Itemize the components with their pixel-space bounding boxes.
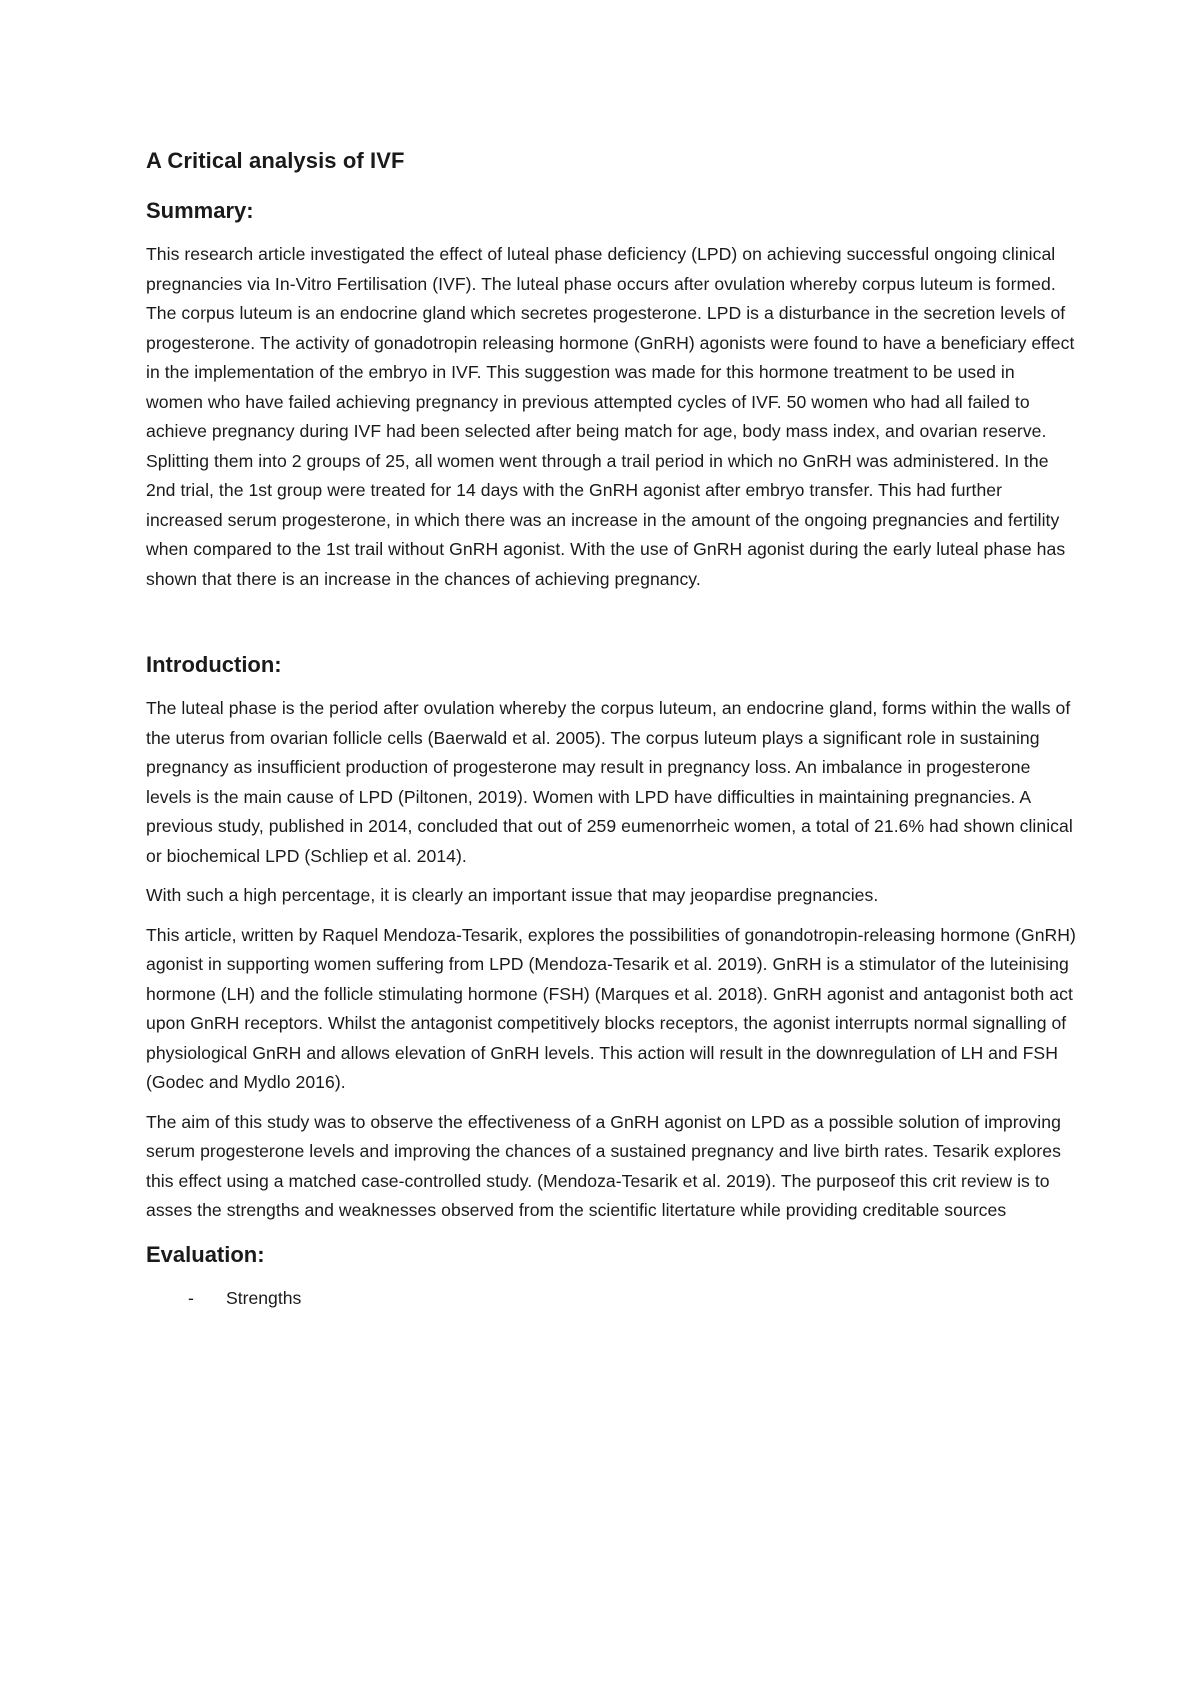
evaluation-heading: Evaluation:	[146, 1241, 265, 1267]
introduction-paragraph-2: With such a high percentage, it is clearly an important issue that may jeopardise pregnancies.	[146, 885, 879, 905]
dash-bullet: -	[188, 1287, 194, 1308]
evaluation-list	[146, 1284, 1076, 1314]
introduction-paragraph-4: The aim of this study was to observe the effectiveness of a GnRH agonist on LPD as a possible solution of improving serum progesterone levels and improving the chances of a sustained pregnancy and live birth rates. Tesarik explores this effect using a matched case-controlled study. (Mendoza-Tesarik et al. 2019). The purposeof this crit review is to asses the strengths and weaknesses observed from the scientific litertature while providing creditable sources	[146, 1111, 1061, 1220]
evaluation-section	[146, 1242, 1076, 1314]
summary-paragraph: This research article investigated the effect of luteal phase deficiency (LPD) on achieving successful ongoing clinical pregnancies via In-Vitro Fertilisation (IVF). The luteal phase occurs after ovulation whereby corpus luteum is formed. The corpus luteum is an endocrine gland which secretes progesterone. LPD is a disturbance in the secretion levels of progesterone. The activity of gonadotropin releasing hormone (GnRH) agonists were found to have a beneficiary effect in the implementation of the embryo in IVF. This suggestion was made for this hormone treatment to be used in women who have failed achieving pregnancy in previous attempted cycles of IVF. 50 women who had all failed to achieve pregnancy during IVF had been selected after being match for age, body mass index, and ovarian reserve. Splitting them into 2 groups of 25, all women went through a trail period in which no GnRH was administered. In the 2nd trial, the 1st group were treated for 14 days with the GnRH agonist after embryo transfer. This had further increased serum progesterone, in which there was an increase in the amount of the ongoing pregnancies and fertility when compared to the 1st trail without GnRH agonist. With the use of GnRH agonist during the early luteal phase has shown that there is an increase in the chances of achieving pregnancy.	[146, 244, 1075, 589]
summary-section	[146, 198, 1076, 594]
list-item	[146, 1284, 1076, 1314]
introduction-section	[146, 652, 1076, 1226]
section-spacer	[146, 604, 1076, 652]
document-title: A Critical analysis of IVF	[146, 148, 405, 173]
introduction-paragraph-1: The luteal phase is the period after ovulation whereby the corpus luteum, an endocrine gland, forms within the walls of the uterus from ovarian follicle cells (Baerwald et al. 2005). The corpus luteum plays a significant role in sustaining pregnancy as insufficient production of progesterone may result in pregnancy loss. An imbalance in progesterone levels is the main cause of LPD (Piltonen, 2019). Women with LPD have difficulties in maintaining pregnancies. A previous study, published in 2014, concluded that out of 259 eumenorrheic women, a total of 21.6% had shown clinical or biochemical LPD (Schliep et al. 2014).	[146, 698, 1073, 866]
summary-heading: Summary:	[146, 198, 254, 223]
list-item-text: Strengths	[226, 1287, 302, 1308]
introduction-heading: Introduction:	[146, 652, 282, 677]
document-body	[146, 148, 1076, 1313]
introduction-paragraph-3: This article, written by Raquel Mendoza-Tesarik, explores the possibilities of gonandotropin-releasing hormone (GnRH) agonist in supporting women suffering from LPD (Mendoza-Tesarik et al. 2019). GnRH is a stimulator of the luteinising hormone (LH) and the follicle stimulating hormone (FSH) (Marques et al. 2018). GnRH agonist and antagonist both act upon GnRH receptors. Whilst the antagonist competitively blocks receptors, the agonist interrupts normal signalling of physiological GnRH and allows elevation of GnRH levels. This action will result in the downregulation of LH and FSH (Godec and Mydlo 2016).	[146, 924, 1076, 1092]
